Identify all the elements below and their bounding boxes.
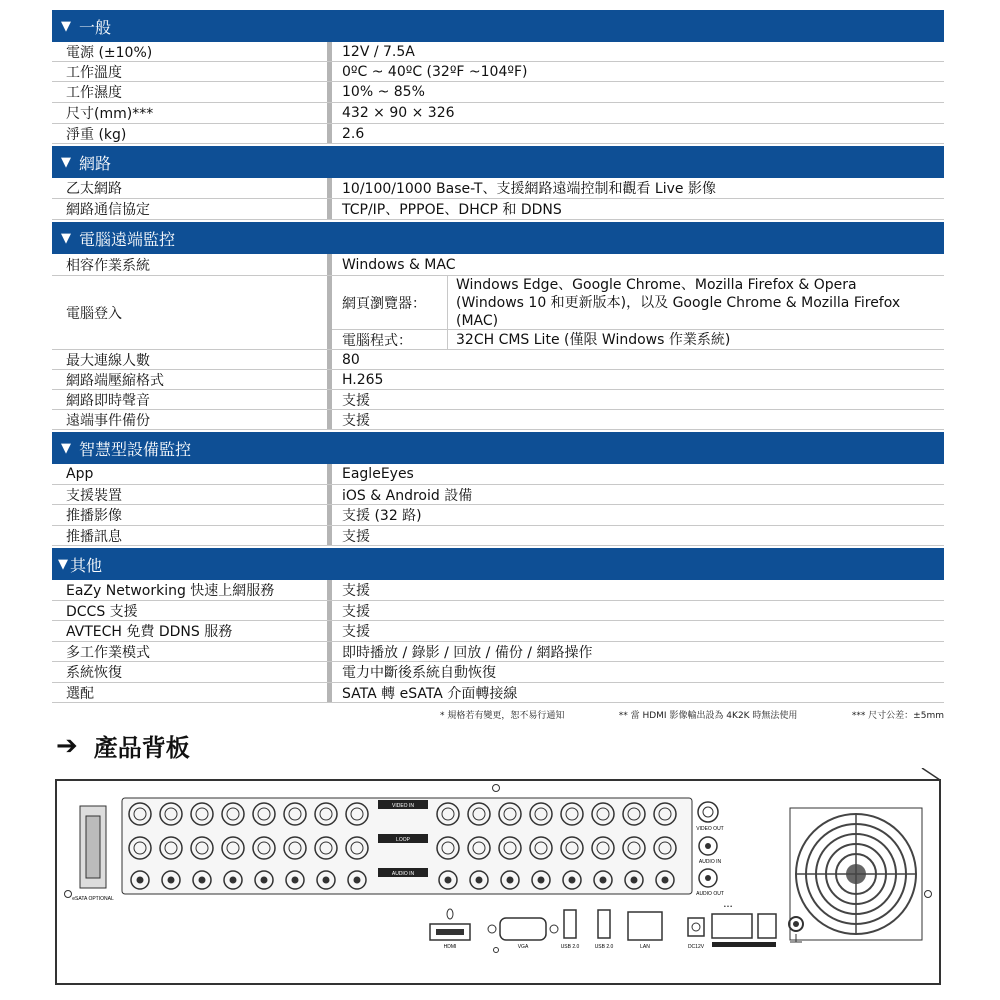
video-out-label: VIDEO OUT: [696, 826, 724, 832]
spec-row: 工作濕度 10% ~ 85%: [52, 82, 944, 103]
spec-row: 電源 (±10%) 12V / 7.5A: [52, 42, 944, 62]
back-panel-title: [56, 728, 190, 763]
vga-port-icon: [500, 918, 546, 940]
terminal-block-icon: [758, 914, 776, 938]
spec-row: 多工作業模式 即時播放 / 錄影 / 回放 / 備份 / 網路操作: [52, 642, 944, 662]
usb1-label: USB 2.0: [560, 944, 580, 950]
browser-subrow: [332, 276, 944, 330]
spec-row: 支援裝置 iOS & Android 設備: [52, 485, 944, 505]
section-title-network: 網路: [79, 153, 112, 173]
svg-text:• • •: • • •: [723, 904, 733, 910]
footnote: ** 當 HDMI 影像輸出設為 4K2K 時無法使用: [618, 711, 798, 721]
back-panel-title-text: 產品背板: [93, 734, 190, 762]
spec-row: EaZy Networking 快速上網服務 支援: [52, 580, 944, 601]
connector-center-icon: [569, 877, 575, 883]
connector-center-icon: [662, 877, 668, 883]
spec-row-login: 電腦登入: [52, 276, 332, 350]
browser-label: 網頁瀏覽器：: [342, 295, 426, 312]
spec-row: 網路即時聲音 支援: [52, 390, 944, 410]
spec-row: 遠端事件備份 支援: [52, 410, 944, 430]
connector-center-icon: [507, 877, 513, 883]
section-header-smart: [52, 432, 944, 464]
footnote: * 規格若有變更，恕不易行通知: [440, 711, 565, 721]
audio-in-label: AUDIO IN: [391, 871, 415, 877]
usb2-label: USB 2.0: [594, 944, 614, 950]
fan-icon: [796, 814, 916, 934]
vga-label: VGA: [517, 944, 529, 950]
lan-port-icon: [628, 912, 662, 940]
connector-center-icon: [261, 877, 267, 883]
triangle-down-icon: ▼: [61, 154, 71, 170]
connector-center-icon: [199, 877, 205, 883]
spec-row: 推播影像 支援 (32 路): [52, 505, 944, 526]
footnotes: [440, 708, 944, 721]
sub-divider: [447, 276, 448, 329]
triangle-down-icon: ▼: [61, 18, 71, 34]
spec-row: 網路端壓縮格式 H.265: [52, 370, 944, 390]
section-title-smart: 智慧型設備監控: [79, 439, 192, 459]
spec-row: 推播訊息 支援: [52, 526, 944, 546]
program-label: 電腦程式：: [342, 332, 412, 349]
connector-center-icon: [168, 877, 174, 883]
section-title-general: 一般: [79, 17, 112, 37]
spec-row: 淨重 (kg) 2.6: [52, 124, 944, 144]
connector-center-icon: [323, 877, 329, 883]
connector-center-icon: [354, 877, 360, 883]
footnote: *** 尺寸公差：±5mm: [851, 711, 944, 721]
section-header-other: [52, 548, 944, 580]
arrow-right-icon: ➔: [56, 730, 78, 761]
connector-center-icon: [230, 877, 236, 883]
back-panel-diagram: [52, 768, 944, 988]
connector-center-icon: [476, 877, 482, 883]
connector-center-icon: [137, 877, 143, 883]
browser-line: (MAC): [456, 312, 499, 329]
triangle-down-icon: ▼: [61, 440, 71, 456]
sub-divider: [447, 330, 448, 349]
dc-power-icon: [688, 918, 704, 936]
terminal-block-icon: [712, 914, 752, 938]
triangle-down-icon: ▼: [61, 230, 71, 246]
section-title-remote: 電腦遠端監控: [79, 229, 176, 249]
connector-center-icon: [631, 877, 637, 883]
program-value: 32CH CMS Lite (僅限 Windows 作業系統): [456, 331, 731, 348]
esata-label: eSATA OPTIONAL: [72, 896, 114, 902]
usb-port-icon: [564, 910, 576, 938]
audio-in-small-label: AUDIO IN: [698, 859, 722, 865]
spec-row: 工作溫度 0ºC ~ 40ºC (32ºF ~104ºF): [52, 62, 944, 82]
lan-label: LAN: [640, 944, 650, 950]
browser-line: Windows Edge、Google Chrome、Mozilla Firefox & Opera: [456, 276, 857, 293]
spec-row: 選配 SATA 轉 eSATA 介面轉接線: [52, 683, 944, 703]
spec-row: 乙太網路 10/100/1000 Base-T、支援網路遠端控制和觀看 Live 影像: [52, 178, 944, 199]
audio-out-label: AUDIO OUT: [696, 891, 724, 897]
connector-center-icon: [538, 877, 544, 883]
spec-row: 尺寸(mm)*** 432 × 90 × 326: [52, 103, 944, 124]
spec-row: 相容作業系統 Windows & MAC: [52, 254, 944, 276]
section-title-other: 其他: [70, 555, 103, 575]
spec-row: 最大連線人數 80: [52, 350, 944, 370]
connector-center-icon: [600, 877, 606, 883]
section-header-remote: [52, 222, 944, 254]
triangle-down-icon: ▼: [58, 556, 68, 572]
spec-row: AVTECH 免費 DDNS 服務 支援: [52, 621, 944, 642]
browser-line: (Windows 10 和更新版本)，以及 Google Chrome & Mozilla Firefox: [456, 294, 901, 311]
spec-row: 系統恢復 電力中斷後系統自動恢復: [52, 662, 944, 683]
spec-row: 網路通信協定 TCP/IP、PPPOE、DHCP 和 DDNS: [52, 199, 944, 220]
connector-center-icon: [445, 877, 451, 883]
section-header-network: [52, 146, 944, 178]
spec-row: DCCS 支援 支援: [52, 601, 944, 621]
dc-label: DC12V: [687, 944, 705, 950]
spec-row: App EagleEyes: [52, 464, 944, 485]
hdmi-label: HDMI: [443, 944, 457, 950]
video-in-label: VIDEO IN: [392, 803, 414, 809]
usb-port-icon: [598, 910, 610, 938]
loop-label: LOOP: [396, 837, 410, 843]
connector-center-icon: [292, 877, 298, 883]
section-header-general: [52, 10, 944, 42]
program-subrow: [332, 330, 944, 350]
